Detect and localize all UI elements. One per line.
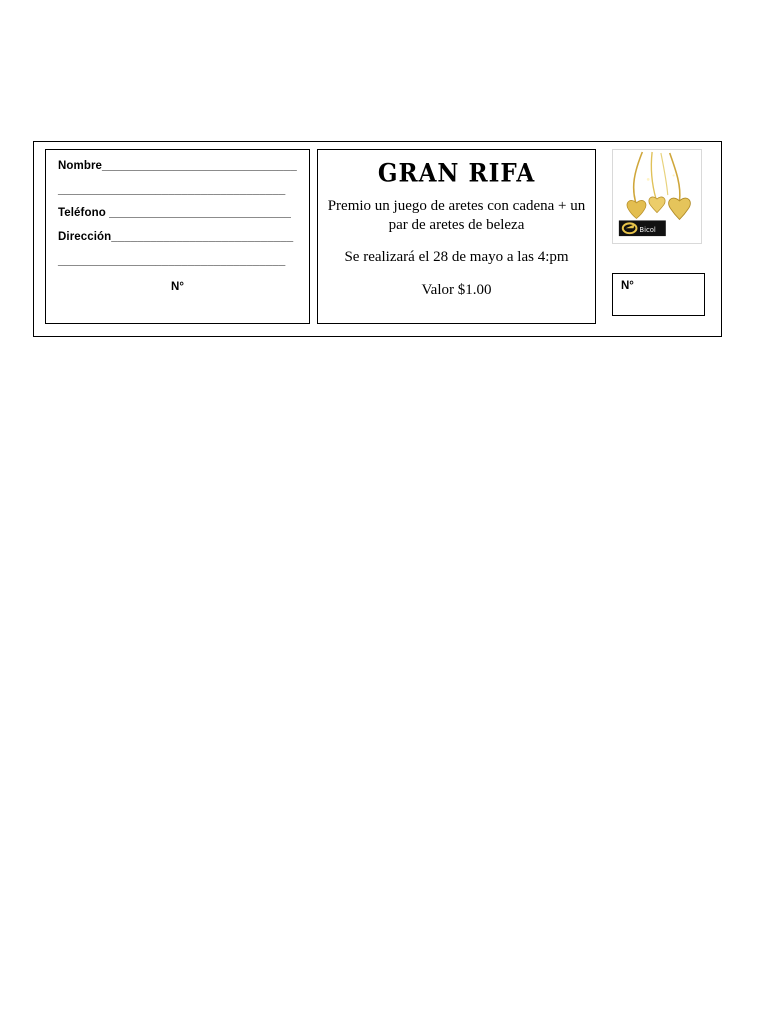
counterfoil-ticket-number-label: N° [621,280,634,292]
jewelry-illustration [613,150,701,243]
counterfoil-stub [612,273,705,316]
phone-field-label: Teléfono ____________________________ [58,207,292,220]
address-field-label: Dirección____________________________ [58,231,294,244]
stub-ticket-number-label: N° [171,281,184,294]
buyer-details-stub [45,149,310,324]
draw-date-text: Se realizará el 28 de mayo a las 4:pm [344,249,569,266]
gold-jewelry-photo [612,149,702,244]
name-field-extra-line: ___________________________________ [58,184,286,197]
prize-description: Premio un juego de aretes con cadena + un par de aretes de beleza [327,198,586,234]
raffle-ticket [33,141,722,337]
name-field-label: Nombre______________________________ [58,160,297,172]
address-field-extra-line: ___________________________________ [58,255,286,268]
raffle-info-panel [317,149,596,324]
svg-text:Bicol: Bicol [639,226,656,235]
page-title: GRAN RIFA [377,158,536,189]
ticket-price-text: Valor $1.00 [421,281,492,298]
